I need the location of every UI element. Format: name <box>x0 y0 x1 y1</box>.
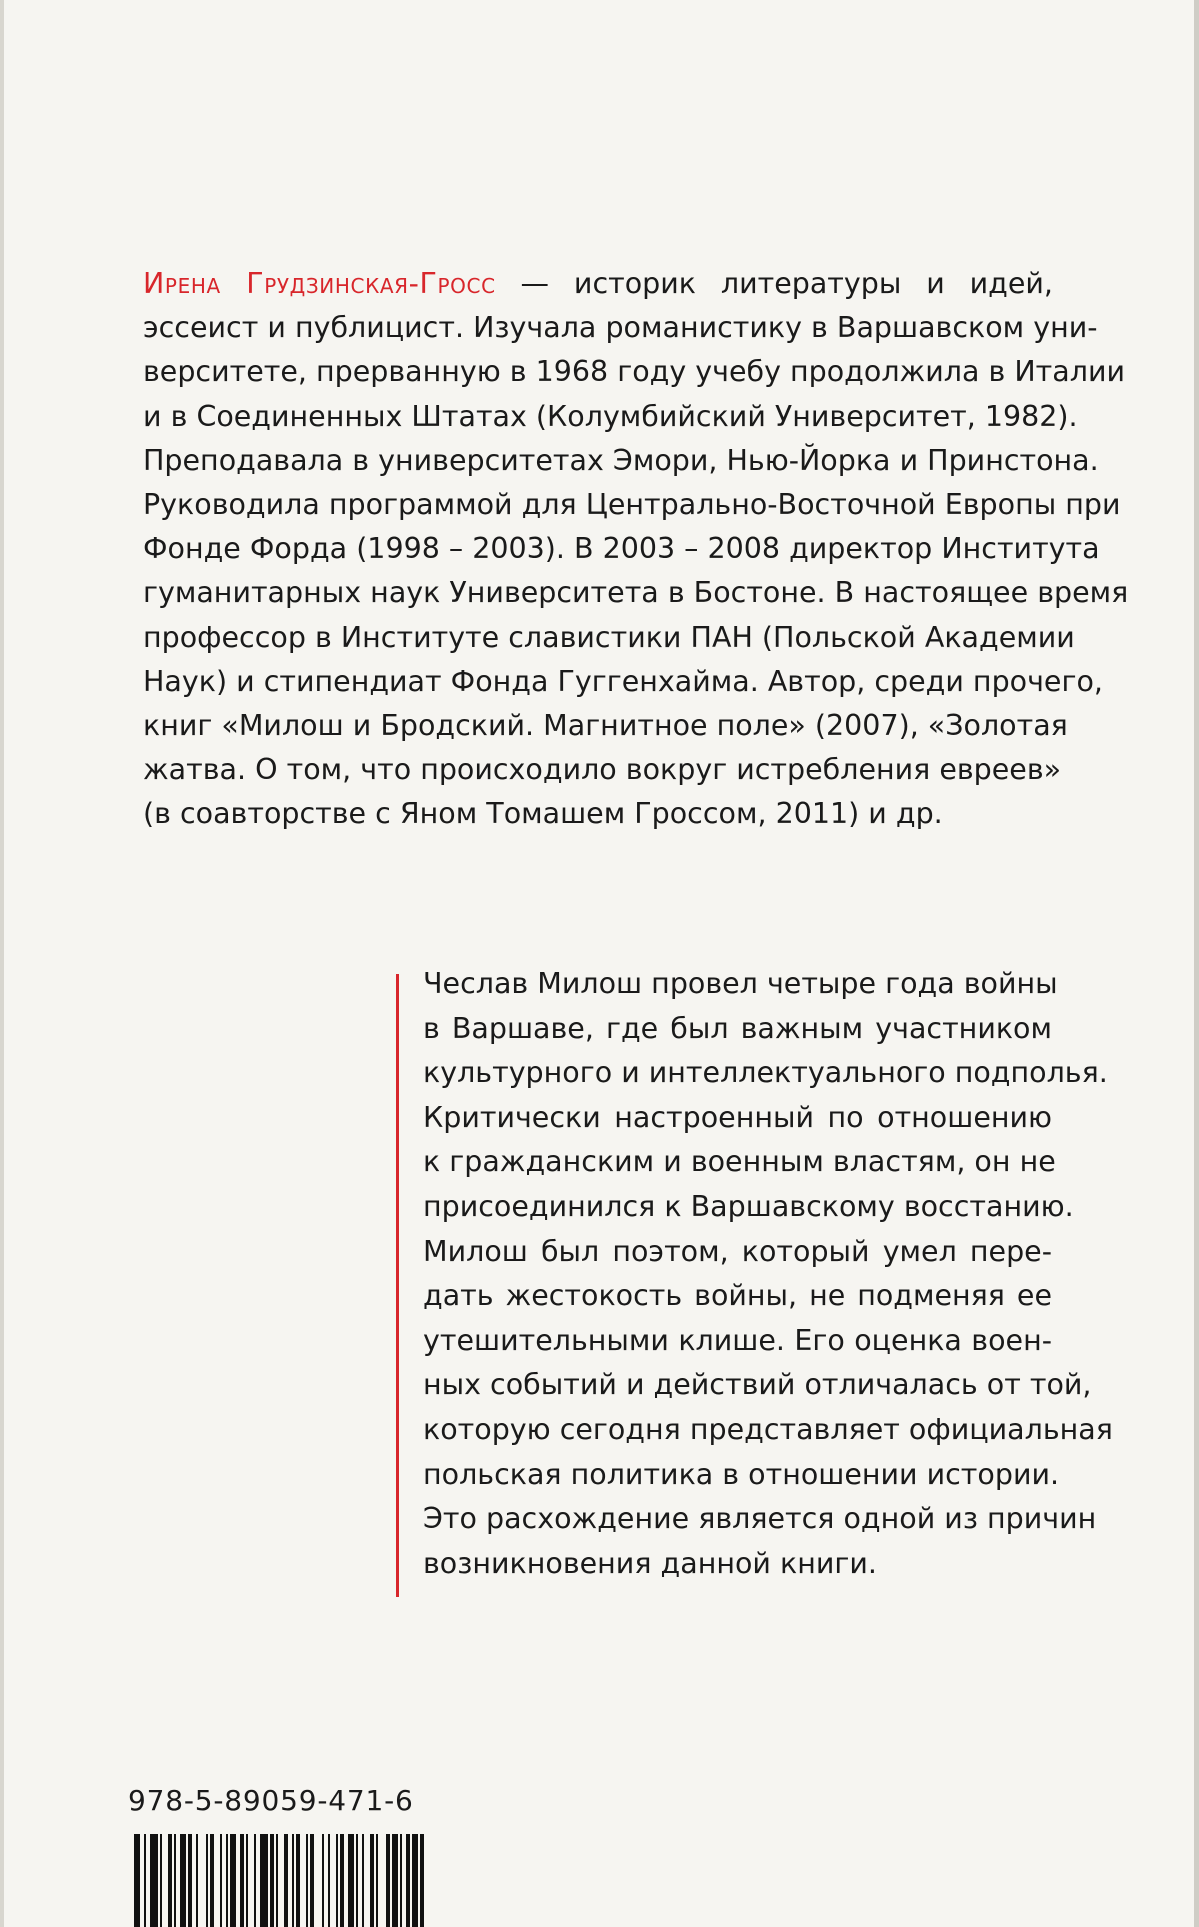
barcode-bar <box>210 1834 214 1927</box>
barcode-bar <box>246 1834 248 1927</box>
barcode-bar <box>276 1834 278 1927</box>
bio-line: Руководила программой для Центрально-Восточной Европы при <box>143 488 1121 522</box>
description-line: ных событий и действий отличалась от той, <box>423 1368 1092 1402</box>
description-line: Критически настроенный по отношению <box>423 1100 1052 1134</box>
barcode-bar <box>340 1834 344 1927</box>
barcode-bar <box>134 1834 140 1927</box>
bio-line: профессор в Институте славистики ПАН (Польской Академии <box>143 620 1075 654</box>
bio-line-1-rest: — историк литературы и идей, <box>520 267 1053 300</box>
bio-line: Фонде Форда (1998 – 2003). В 2003 – 2008 директор Института <box>143 532 1100 566</box>
barcode-bar <box>254 1834 256 1927</box>
barcode-bar <box>392 1834 398 1927</box>
bio-line: Наук) и стипендиат Фонда Гуггенхайма. Автор, среди прочего, <box>143 664 1103 698</box>
description-line: возникновения данной книги. <box>423 1546 877 1580</box>
barcode-bar <box>168 1834 172 1927</box>
barcode-bar <box>370 1834 374 1927</box>
barcode-bar <box>174 1834 176 1927</box>
barcode-bar <box>196 1834 198 1927</box>
barcode-bar <box>270 1834 274 1927</box>
barcode-bar <box>284 1834 288 1927</box>
barcode-bar <box>180 1834 186 1927</box>
description-line: Милош был поэтом, который умел пере- <box>423 1234 1052 1268</box>
barcode-bar <box>240 1834 244 1927</box>
barcode-bar <box>306 1834 308 1927</box>
barcode-bar <box>188 1834 192 1927</box>
barcode-bar <box>348 1834 354 1927</box>
bio-line: гуманитарных наук Университета в Бостоне. В настоящее время <box>143 576 1129 610</box>
isbn-number: 978-5-89059-471-6 <box>128 1784 414 1817</box>
page-edge-right <box>1194 0 1199 1927</box>
bio-line: и в Соединенных Штатах (Колумбийский Университет, 1982). <box>143 399 1078 433</box>
barcode-bar <box>292 1834 294 1927</box>
barcode-bar <box>144 1834 146 1927</box>
description-text <box>423 962 1113 1586</box>
barcode-bar <box>376 1834 378 1927</box>
barcode-bar <box>356 1834 358 1927</box>
barcode <box>134 1834 461 1927</box>
barcode-bar <box>260 1834 268 1927</box>
author-name: Ирена Грудзинская-Гросс <box>143 267 496 300</box>
barcode-bar <box>412 1834 418 1927</box>
barcode-bar <box>220 1834 222 1927</box>
description-line: дать жестокость войны, не подменяя ее <box>423 1279 1052 1313</box>
red-vertical-rule <box>396 974 399 1597</box>
author-bio <box>143 262 1129 837</box>
barcode-bar <box>206 1834 208 1927</box>
bio-line: верситете, прерванную в 1968 году учебу продолжила в Италии <box>143 355 1125 389</box>
book-description <box>396 962 1113 1616</box>
bio-line: эссеист и публицист. Изучала романистику в Варшавском уни- <box>143 311 1098 345</box>
barcode-bar <box>230 1834 236 1927</box>
description-line: Чеслав Милош провел четыре года войны <box>423 967 1058 1000</box>
barcode-bar <box>362 1834 364 1927</box>
barcode-bar <box>386 1834 390 1927</box>
barcode-bar <box>150 1834 158 1927</box>
description-line: утешительными клише. Его оценка воен- <box>423 1323 1052 1357</box>
barcode-bar <box>226 1834 228 1927</box>
description-line: которую сегодня представляет официальная <box>423 1412 1113 1446</box>
description-line: присоединился к Варшавскому восстанию. <box>423 1189 1074 1223</box>
barcode-bar <box>328 1834 330 1927</box>
barcode-bar <box>400 1834 402 1927</box>
bio-line <box>143 262 1053 306</box>
description-line: Это расхождение является одной из причин <box>423 1502 1097 1536</box>
description-line: польская политика в отношении истории. <box>423 1457 1060 1491</box>
description-line: культурного и интеллектуального подполья. <box>423 1056 1108 1090</box>
barcode-bar <box>336 1834 338 1927</box>
description-line: к гражданским и военным властям, он не <box>423 1145 1056 1179</box>
bio-line: (в соавторстве с Яном Томашем Гроссом, 2011) и др. <box>143 797 943 831</box>
bio-line: Преподавала в университетах Эмори, Нью-Йорка и Принстона. <box>143 443 1099 477</box>
bio-line: книг «Милош и Бродский. Магнитное поле» (2007), «Золотая <box>143 709 1068 743</box>
barcode-bar <box>160 1834 162 1927</box>
page-edge-left <box>0 0 4 1927</box>
barcode-bar <box>296 1834 300 1927</box>
barcode-bar <box>322 1834 324 1927</box>
barcode-bar <box>420 1834 424 1927</box>
bio-line: жатва. О том, что происходило вокруг истребления евреев» <box>143 753 1062 787</box>
description-line: в Варшаве, где был важным участником <box>423 1011 1052 1045</box>
barcode-bar <box>310 1834 314 1927</box>
barcode-bar <box>406 1834 410 1927</box>
